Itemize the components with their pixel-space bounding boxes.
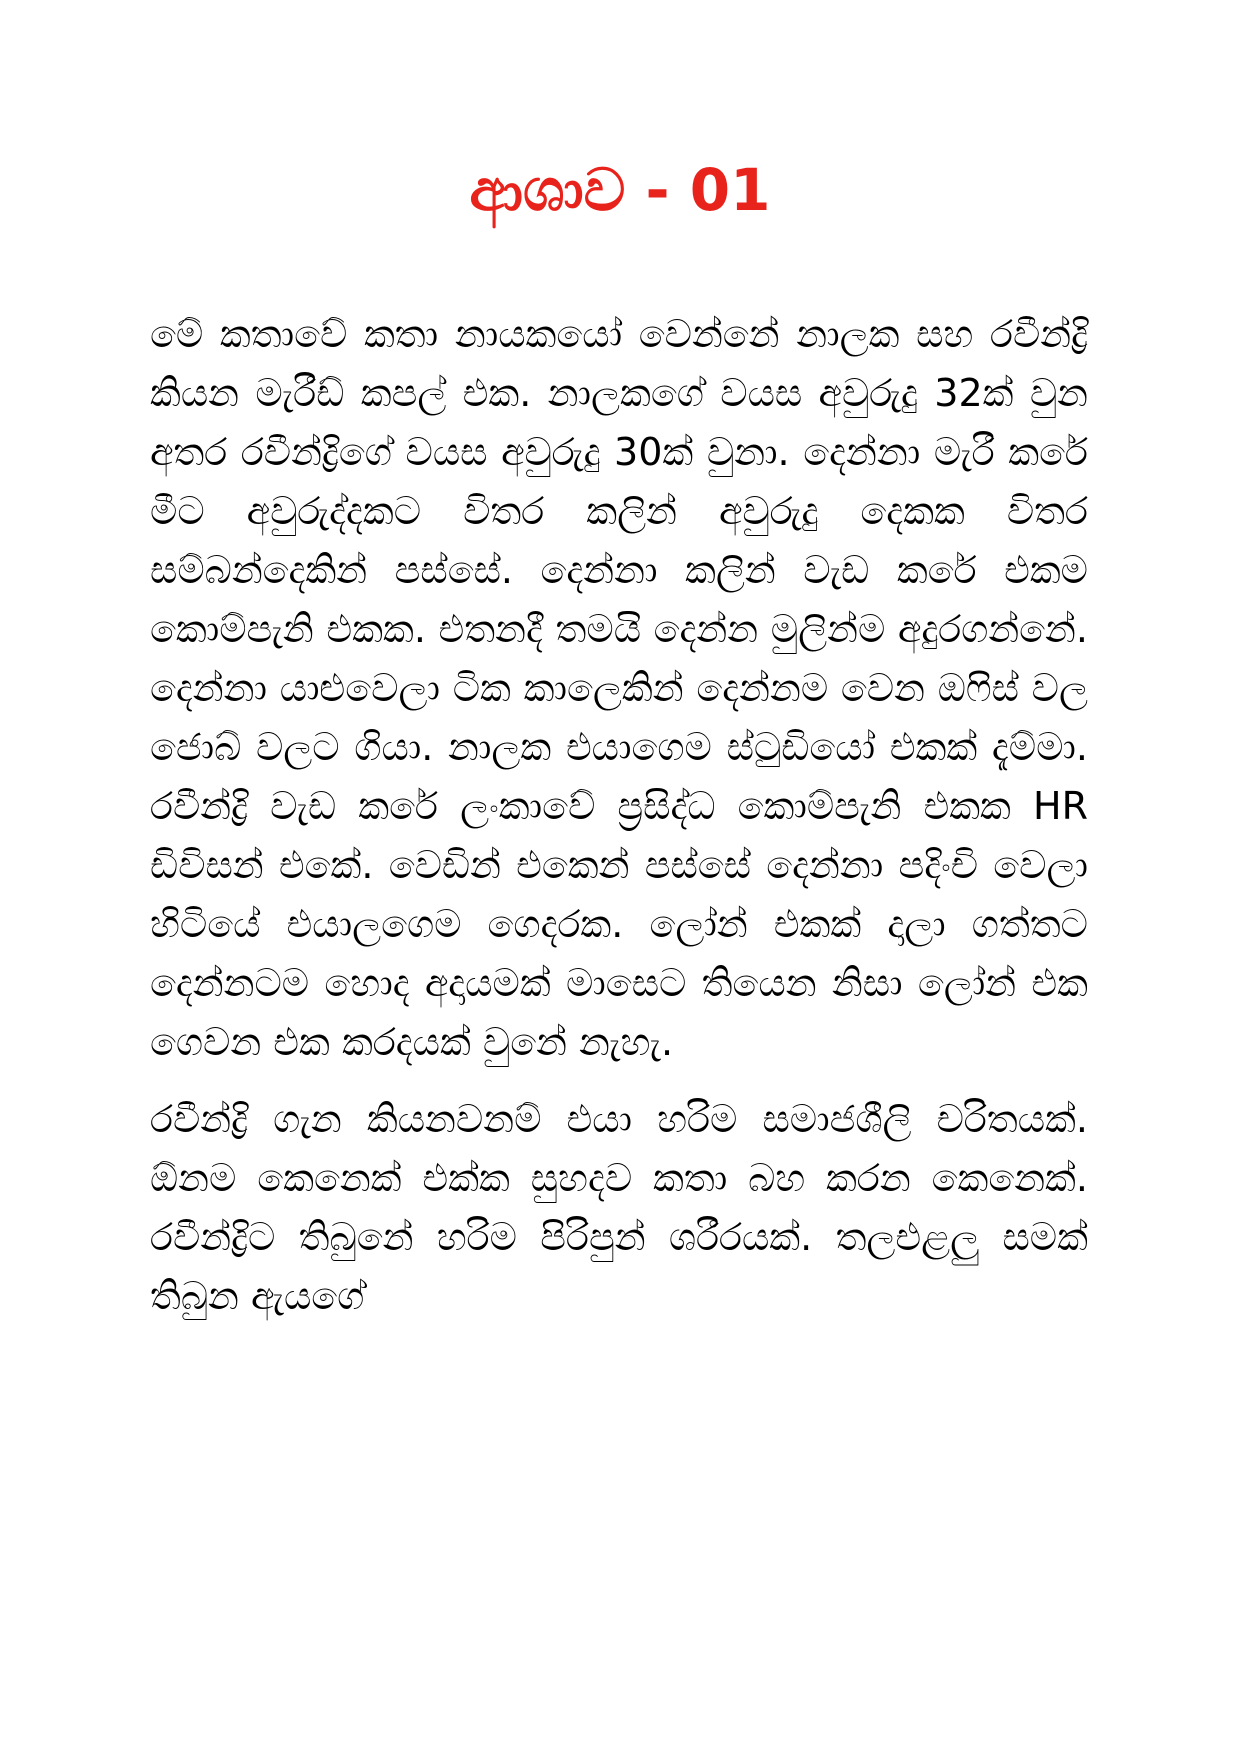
paragraph: රවීන්ද්‍රි ගැන කියනවනම් එයා හරිම සමාජශීලි චරිතයක්. ඕනම කෙනෙක් එක්ක සුහදව කතා බහ කරන කෙනෙක්. රවීන්ද්‍රිට තිබුනේ හරිම පිරිපුන් ශරීරයක්. තලඑළලු සමක් තිබුන ඇයගේ (150, 1097, 1088, 1318)
document-title: ආශාව - 01 (469, 156, 771, 224)
document-body (150, 305, 1088, 1344)
paragraph: මේ කතාවේ කතා නායකයෝ වෙන්නේ නාලක සහ රවීන්ද්‍රි කියන මැරීඩ් කපල් එක. නාලකගේ වයස අවුරුදු 32ක් වුන අතර රවීන්ද්‍රිගේ වයස අවුරුදු 30ක් වුනා. දෙන්නා මැරී කරේ මීට අවුරුද්දකට විතර කලින් අවුරුදු දෙකක විතර සම්බන්දෙකින් පස්සේ. දෙන්නා කලින් වැඩ කරේ එකම කොම්පැනි එකක. එතනදී තමයි දෙන්න මුලින්ම අදුරගන්නේ. දෙන්නා යාළුවෙලා ටික කාලෙකින් දෙන්නම වෙන ඔෆිස් වල ජොබ් වලට ගියා. නාලක එයාගෙම ස්ටුඩියෝ එකක් දැම්මා. රවීන්ද්‍රි වැඩ කරේ ලංකාවේ ප්‍රසිද්ධ කොම්පැනි එකක HR ඩිවිසන් එකේ. වෙඩින් එකෙන් පස්සේ දෙන්නා පදිංචි වෙලා හිටියේ එයාලගෙම ගෙදරක. ලෝන් එකක් දාලා ගත්තට දෙන්නටම හොද අදායමක් මාසෙට තියෙන නිසා ලෝන් එක ගෙවන එක කරදයක් වුනේ නැහැ. (150, 312, 1088, 1064)
